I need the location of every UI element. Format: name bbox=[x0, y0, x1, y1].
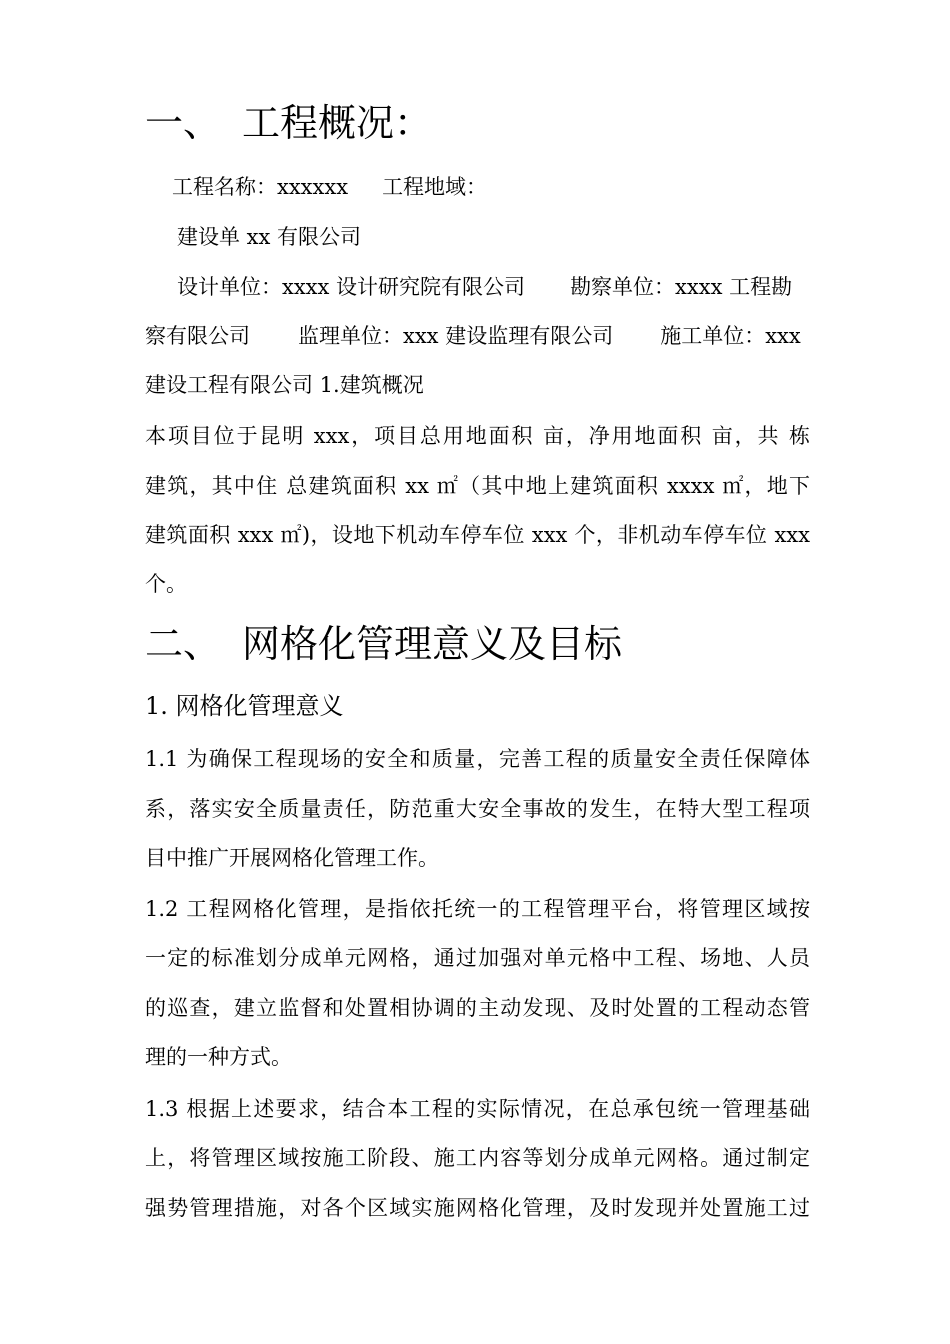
subsection-title: 1. 网格化管理意义 bbox=[145, 692, 344, 720]
section-number-1: 一、 bbox=[145, 101, 222, 145]
para-1-3-line-2: 上，将管理区域按施工阶段、施工内容等划分成单元网格。通过制定 bbox=[145, 1146, 810, 1170]
section-heading-2 bbox=[145, 621, 622, 667]
section-title-1: 工程概况： bbox=[242, 101, 433, 145]
supervision-unit: 监理单位：xxx 建设监理有限公司 bbox=[298, 324, 614, 348]
info-line-2: 建设单 xx 有限公司 bbox=[177, 225, 362, 249]
overview-line-4: 个。 bbox=[145, 572, 187, 596]
para-1-1-line-2: 系，落实安全质量责任，防范重大安全事故的发生，在特大型工程项 bbox=[145, 797, 810, 821]
para-1-3-line-3: 强势管理措施，对各个区域实施网格化管理，及时发现并处置施工过 bbox=[145, 1196, 810, 1220]
design-unit: 设计单位：xxxx 设计研究院有限公司 bbox=[177, 275, 526, 299]
overview-line-1: 本项目位于昆明 xxx，项目总用地面积 亩，净用地面积 亩，共 栋 bbox=[145, 424, 810, 448]
para-1-2-line-1: 1.2 工程网格化管理，是指依托统一的工程管理平台，将管理区域按 bbox=[145, 897, 810, 921]
overview-line-2: 建筑，其中住 总建筑面积 xx ㎡（其中地上建筑面积 xxxx ㎡，地下 bbox=[145, 474, 810, 498]
section-title-2: 网格化管理意义及目标 bbox=[242, 622, 623, 666]
para-1-2-line-2: 一定的标准划分成单元网格，通过加强对单元格中工程、场地、人员 bbox=[145, 946, 810, 970]
para-1-1-line-3: 目中推广开展网格化管理工作。 bbox=[145, 846, 439, 870]
info-line-5: 建设工程有限公司 1.建筑概况 bbox=[145, 373, 424, 397]
para-1-2-line-4: 理的一种方式。 bbox=[145, 1045, 292, 1069]
info-line-3 bbox=[177, 272, 792, 302]
project-name: 工程名称：xxxxxx bbox=[172, 175, 349, 199]
para-1-2-line-3: 的巡查，建立监督和处置相协调的主动发现、及时处置的工程动态管 bbox=[145, 996, 810, 1020]
overview-line-3: 建筑面积 xxx ㎡)，设地下机动车停车位 xxx 个，非机动车停车位 xxx bbox=[145, 523, 810, 547]
info-line-1 bbox=[172, 172, 487, 202]
section-number-2: 二、 bbox=[145, 622, 222, 666]
section-heading-1 bbox=[145, 100, 432, 146]
info-line-4 bbox=[145, 321, 801, 351]
survey-unit: 勘察单位：xxxx 工程勘 bbox=[570, 275, 793, 299]
para-1-3-line-1: 1.3 根据上述要求，结合本工程的实际情况，在总承包统一管理基础 bbox=[145, 1097, 810, 1121]
construction-unit: 施工单位：xxx bbox=[660, 324, 801, 348]
para-1-1-line-1: 1.1 为确保工程现场的安全和质量，完善工程的质量安全责任保障体 bbox=[145, 747, 810, 771]
survey-unit-cont: 察有限公司 bbox=[145, 324, 250, 348]
project-region: 工程地域： bbox=[382, 175, 488, 199]
